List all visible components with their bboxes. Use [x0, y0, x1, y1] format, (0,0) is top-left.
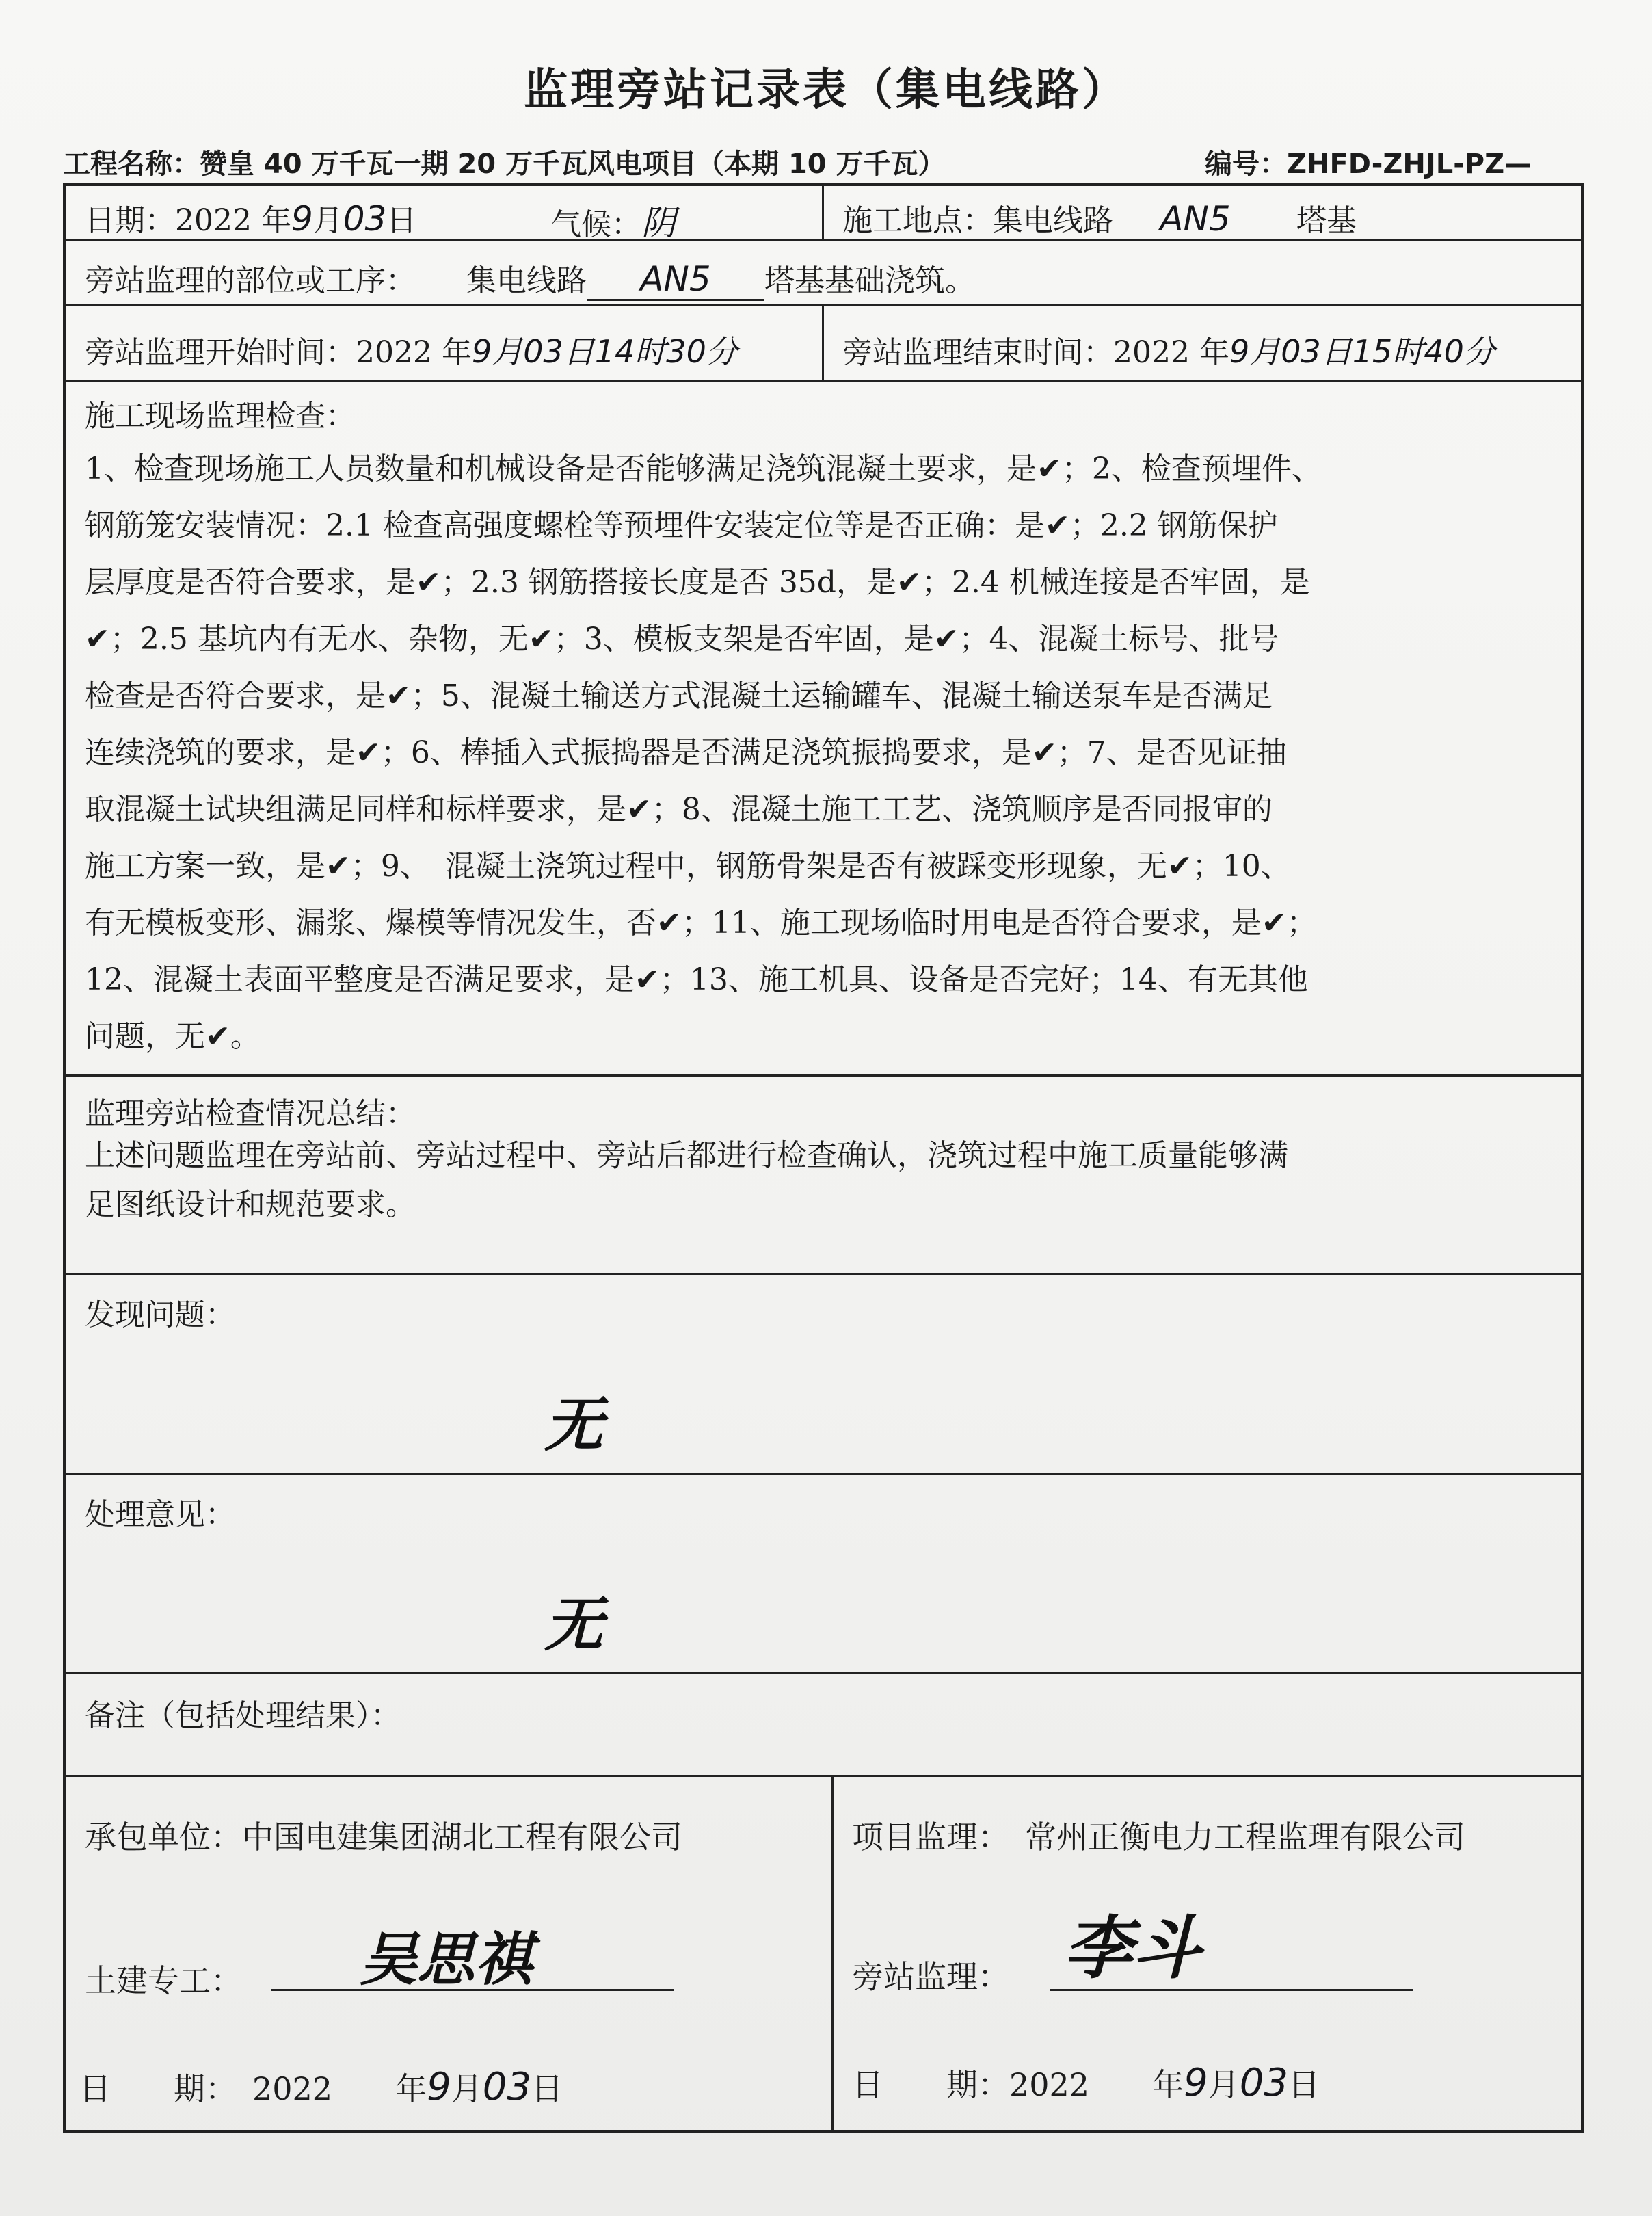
supervisor-date-day-suffix: 日: [1288, 2066, 1320, 2103]
date-month-suffix: 月: [312, 203, 343, 238]
row-problems: [66, 1275, 1581, 1475]
end-time-cell: [842, 327, 1495, 372]
row-handling: [66, 1475, 1581, 1674]
site-value: AN5: [1113, 199, 1277, 241]
date-label: 日期：2022 年: [85, 203, 291, 238]
supervisor-date: [852, 2060, 1320, 2105]
inspection-line: 连续浇筑的要求，是✔；6、棒插入式振捣器是否满足浇筑振捣要求，是✔；7、是否见证抽: [85, 735, 1287, 770]
inspection-line: 有无模板变形、漏浆、爆模等情况发生，否✔；11、施工现场临时用电是否符合要求，是✔；: [85, 906, 1317, 940]
site-suffix: 塔基: [1296, 203, 1357, 238]
engineer-signature: 吴思祺: [360, 1925, 533, 1993]
summary-body: [85, 1131, 1562, 1230]
engineer-label: 土建专工：: [85, 1962, 242, 1999]
weather-cell: [551, 196, 676, 245]
remarks-heading: 备注（包括处理结果）：: [85, 1698, 401, 1733]
date-day: 03: [343, 199, 387, 239]
inspection-line: ✔；2.5 基坑内有无水、杂物，无✔；3、模板支架是否牢固，是✔；4、混凝土标号、批号: [85, 622, 1279, 657]
inspection-line: 检查是否符合要求，是✔；5、混凝土输送方式混凝土运输罐车、混凝土输送泵车是否满足: [85, 678, 1273, 713]
contractor-date-day: 03: [482, 2065, 531, 2109]
problems-value: 无: [544, 1390, 603, 1460]
record-form: [63, 183, 1584, 2133]
weather-label: 气候：: [551, 207, 641, 242]
inspection-line: 1、检查现场施工人员数量和机械设备是否能够满足浇筑混凝土要求，是✔；2、检查预埋件、: [85, 451, 1322, 486]
contractor-unit: 承包单位：中国电建集团湖北工程有限公司: [85, 1819, 682, 1856]
supervisor-date-month: 9: [1184, 2061, 1208, 2105]
project-label: 工程名称：: [63, 148, 200, 180]
handling-value: 无: [544, 1590, 603, 1659]
row-inspection: [66, 382, 1581, 1077]
summary-line: 足图纸设计和规范要求。: [85, 1187, 416, 1222]
weather-value: 阴: [641, 203, 676, 243]
divider: [822, 306, 824, 380]
date-month: 9: [291, 199, 313, 239]
inspector-label: 旁站监理：: [852, 1958, 1009, 1995]
code-label: 编号：: [1205, 148, 1287, 180]
end-value: 9月03日15时40分: [1229, 333, 1495, 370]
start-time-cell: [85, 327, 738, 372]
form-header: [63, 142, 1532, 183]
contractor-date-month-suffix: 月: [451, 2070, 483, 2107]
contractor-date-month: 9: [427, 2065, 451, 2109]
start-label: 旁站监理开始时间：2022 年: [85, 335, 472, 370]
inspector-signature: 李斗: [1064, 1908, 1201, 1988]
inspection-line: 取混凝土试块组满足同样和标样要求，是✔；8、混凝土施工工艺、浇筑顺序是否同报审的: [85, 792, 1273, 827]
row-date-site: [66, 186, 1581, 241]
divider: [822, 186, 824, 239]
inspection-body: [85, 440, 1562, 1065]
inspection-line: 问题，无✔。: [85, 1019, 261, 1054]
form-code: [1205, 142, 1532, 181]
procedure-value: AN5: [587, 259, 764, 301]
start-value: 9月03日14时30分: [471, 333, 738, 370]
project-name: [63, 142, 946, 181]
contractor-date-day-suffix: 日: [531, 2070, 563, 2107]
procedure-cell: [85, 256, 975, 301]
supervisor-date-label: 日 期：2022 年: [852, 2066, 1184, 2103]
inspection-heading: 施工现场监理检查：: [85, 399, 356, 434]
problems-heading: 发现问题：: [85, 1297, 235, 1332]
summary-line: 上述问题监理在旁站前、旁站过程中、旁站后都进行检查确认，浇筑过程中施工质量能够满: [85, 1138, 1288, 1173]
project-value: 赞皇 40 万千瓦一期 20 万千瓦风电项目（本期 10 万千瓦）: [200, 148, 946, 180]
procedure-suffix: 塔基基础浇筑。: [764, 263, 975, 298]
summary-heading: 监理旁站检查情况总结：: [85, 1096, 416, 1131]
date-cell: [85, 196, 416, 239]
inspection-line: 钢筋笼安装情况：2.1 检查高强度螺栓等预埋件安装定位等是否正确：是✔；2.2 钢筋保护: [85, 508, 1278, 543]
end-label: 旁站监理结束时间：2022 年: [842, 335, 1229, 370]
inspection-line: 层厚度是否符合要求，是✔；2.3 钢筋搭接长度是否 35d，是✔；2.4 机械连接是否牢固，是: [85, 565, 1310, 600]
site-cell: [842, 196, 1357, 241]
row-times: [66, 306, 1581, 382]
row-signatures: [66, 1777, 1581, 2130]
date-day-suffix: 日: [386, 203, 417, 238]
row-procedure: [66, 241, 1581, 306]
row-remarks: [66, 1674, 1581, 1777]
supervisor-date-month-suffix: 月: [1208, 2066, 1240, 2103]
handling-heading: 处理意见：: [85, 1497, 235, 1532]
supervisor-date-day: 03: [1239, 2061, 1288, 2105]
page-title: 监理旁站记录表（集电线路）: [524, 65, 1128, 116]
procedure-prefix: 集电线路: [466, 263, 587, 298]
procedure-label: 旁站监理的部位或工序：: [85, 263, 416, 298]
contractor-date: [79, 2064, 563, 2109]
site-label: 施工地点：集电线路: [842, 203, 1113, 238]
code-value: ZHFD-ZHJL-PZ—: [1287, 148, 1532, 180]
contractor-date-label: 日 期： 2022 年: [79, 2070, 427, 2107]
row-summary: [66, 1077, 1581, 1275]
inspection-line: 施工方案一致，是✔；9、 混凝土浇筑过程中，钢筋骨架是否有被踩变形现象，无✔；10、: [85, 849, 1291, 884]
divider: [831, 1777, 834, 2130]
supervisor-unit: 项目监理： 常州正衡电力工程监理有限公司: [852, 1819, 1465, 1856]
inspection-line: 12、混凝土表面平整度是否满足要求，是✔；13、施工机具、设备是否完好；14、有无其他: [85, 962, 1308, 997]
